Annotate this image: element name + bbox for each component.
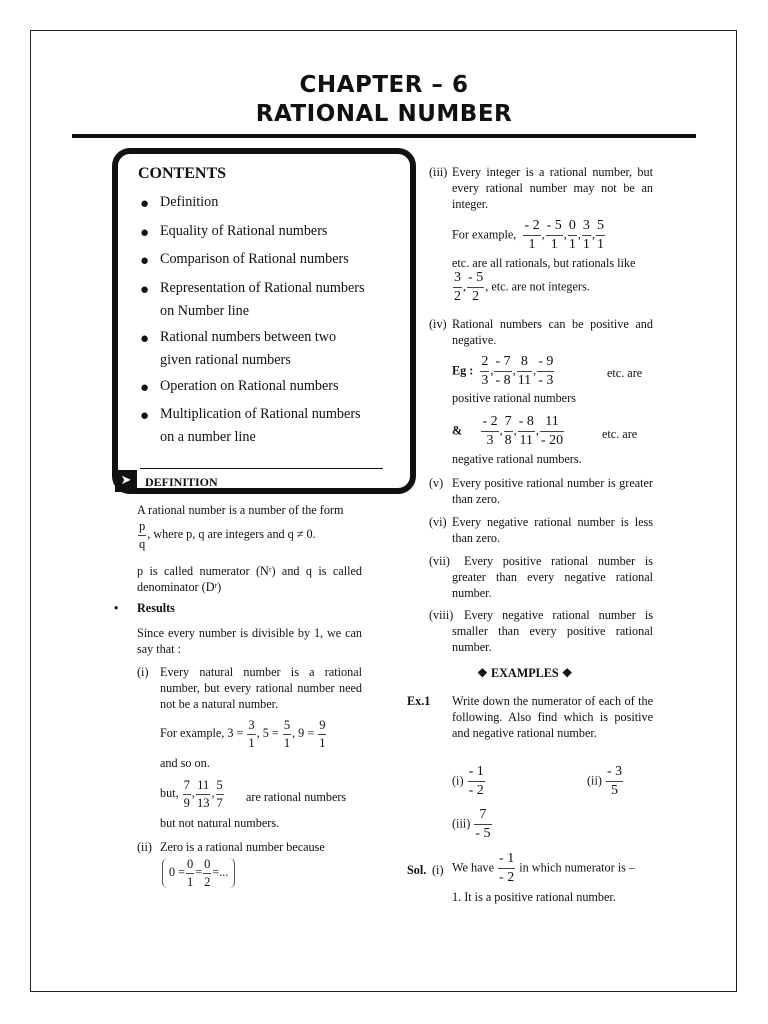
definition-label: DEFINITION xyxy=(145,475,218,489)
contents-item: ● Operation on Rational numbers xyxy=(140,378,339,396)
result-i-example: For example, 3 = $\frac{3}{1}$ , 5 = $\frac{5}{1}$ , 9 = $\frac{9}{1}$ xyxy=(160,718,326,750)
result-v-number: (v) xyxy=(429,476,444,490)
positive-text: positive rational numbers xyxy=(452,391,576,405)
result-ii-text: Zero is a rational number because xyxy=(160,840,325,854)
result-i-text: Every natural number is a rational number, but every rational number need not be a natural number. xyxy=(160,665,362,712)
result-viii-number: (viii) xyxy=(429,608,454,622)
example-1-label: Ex.1 xyxy=(407,694,431,708)
solution-i-number: (i) xyxy=(432,863,444,877)
result-iii-example: For example, $\frac{- 2}{1}$ , $\frac{- 5}{1}$ , $\frac{0}{1}$ , $\frac{3}{1}$ , $\frac{5}{1}$ xyxy=(452,218,604,252)
result-vii-text: Every positive rational number is greater than every negative rational number. xyxy=(452,554,653,601)
contents-item: ● Representation of Rational numbers on Number line xyxy=(140,280,365,320)
result-iv-number: (iv) xyxy=(429,317,447,331)
example-1-text: Write down the numerator of each of the following. Also find which is positive and negative rational number. xyxy=(452,694,653,741)
definition-rule xyxy=(140,468,383,469)
result-i-but-tail-1: are rational numbers xyxy=(246,790,347,804)
result-vii-number: (vii) xyxy=(429,554,450,568)
result-iv-text: Rational numbers can be positive and negative. xyxy=(452,317,653,348)
zero-expression: 0 = $\frac{0}{1}$ = $\frac{0}{2}$ =... xyxy=(162,858,235,888)
chapter-title: RATIONAL NUMBER xyxy=(255,101,513,127)
result-iii-text: Every integer is a rational number, but every rational number may not be an integer. xyxy=(452,165,653,212)
positive-etc: etc. are xyxy=(607,366,643,380)
result-i-but-tail-2: but not natural numbers. xyxy=(160,816,280,830)
contents-item: ● Comparison of Rational numbers xyxy=(140,251,349,269)
example-1-iii: (iii) $\frac{7}{- 5}$ xyxy=(452,807,491,841)
result-viii-text: Every negative rational number is smaller than every positive rational number. xyxy=(452,608,653,655)
numerator-denominator-text: p is called numerator (Nʳ) and q is called denominator (Dʳ) xyxy=(137,564,362,595)
negative-text: negative rational numbers. xyxy=(452,452,582,466)
result-i-andso: and so on. xyxy=(160,756,210,770)
contents-item: ● Multiplication of Rational numbers on a number line xyxy=(140,406,361,446)
results-intro: Since every number is divisible by 1, we can say that : xyxy=(137,626,362,657)
results-bullet: • xyxy=(114,601,119,615)
results-heading: Results xyxy=(137,601,175,615)
result-iii-nonintegers: $\frac{3}{2}$ , $\frac{- 5}{2}$ , etc. are not integers. xyxy=(454,270,590,304)
chapter-number: CHAPTER – 6 xyxy=(299,72,469,98)
contents-item: ● Rational numbers between two given rational numbers xyxy=(140,329,337,369)
solution-line1: We have $\frac{- 1}{- 2}$ in which numerator is – xyxy=(452,851,636,885)
negative-examples: & $\frac{- 2}{3}$ , $\frac{7}{8}$ , $\frac{- 8}{11}$ , $\frac{11}{- 20}$ xyxy=(452,414,564,448)
positive-examples: Eg : $\frac{2}{3}$ , $\frac{- 7}{- 8}$ , $\frac{8}{11}$ , $\frac{- 9}{- 3}$ xyxy=(452,354,554,388)
contents-heading: CONTENTS xyxy=(138,165,227,182)
example-1-ii: (ii) $\frac{- 3}{5}$ xyxy=(587,764,623,798)
solution-label: Sol. xyxy=(407,863,427,877)
solution-line2: 1. It is a positive rational number. xyxy=(452,890,616,904)
definition-line1: A rational number is a number of the form xyxy=(137,503,344,517)
result-i-but: but, $\frac{7}{9}$ , $\frac{11}{13}$ , $\frac{5}{7}$ xyxy=(160,778,223,810)
example-1-i: (i) $\frac{- 1}{- 2}$ xyxy=(452,764,484,798)
result-iii-after: etc. are all rationals, but rationals like xyxy=(452,256,636,270)
result-iii-number: (iii) xyxy=(429,165,448,179)
title-rule xyxy=(72,134,696,138)
contents-item: ● Equality of Rational numbers xyxy=(140,223,328,241)
result-ii-number: (ii) xyxy=(137,840,152,854)
result-v-text: Every positive rational number is greater than zero. xyxy=(452,476,653,507)
result-vi-number: (vi) xyxy=(429,515,447,529)
result-i-number: (i) xyxy=(137,665,149,679)
contents-item: ● Definition xyxy=(140,194,219,212)
definition-form: $\frac{p}{q}$ , where p, q are integers and q ≠ 0. xyxy=(139,519,316,551)
negative-etc: etc. are xyxy=(602,427,638,441)
result-vi-text: Every negative rational number is less than zero. xyxy=(452,515,653,546)
arrow-right-icon: ➤ xyxy=(115,470,137,492)
examples-heading: ❖ EXAMPLES ❖ xyxy=(477,666,573,680)
